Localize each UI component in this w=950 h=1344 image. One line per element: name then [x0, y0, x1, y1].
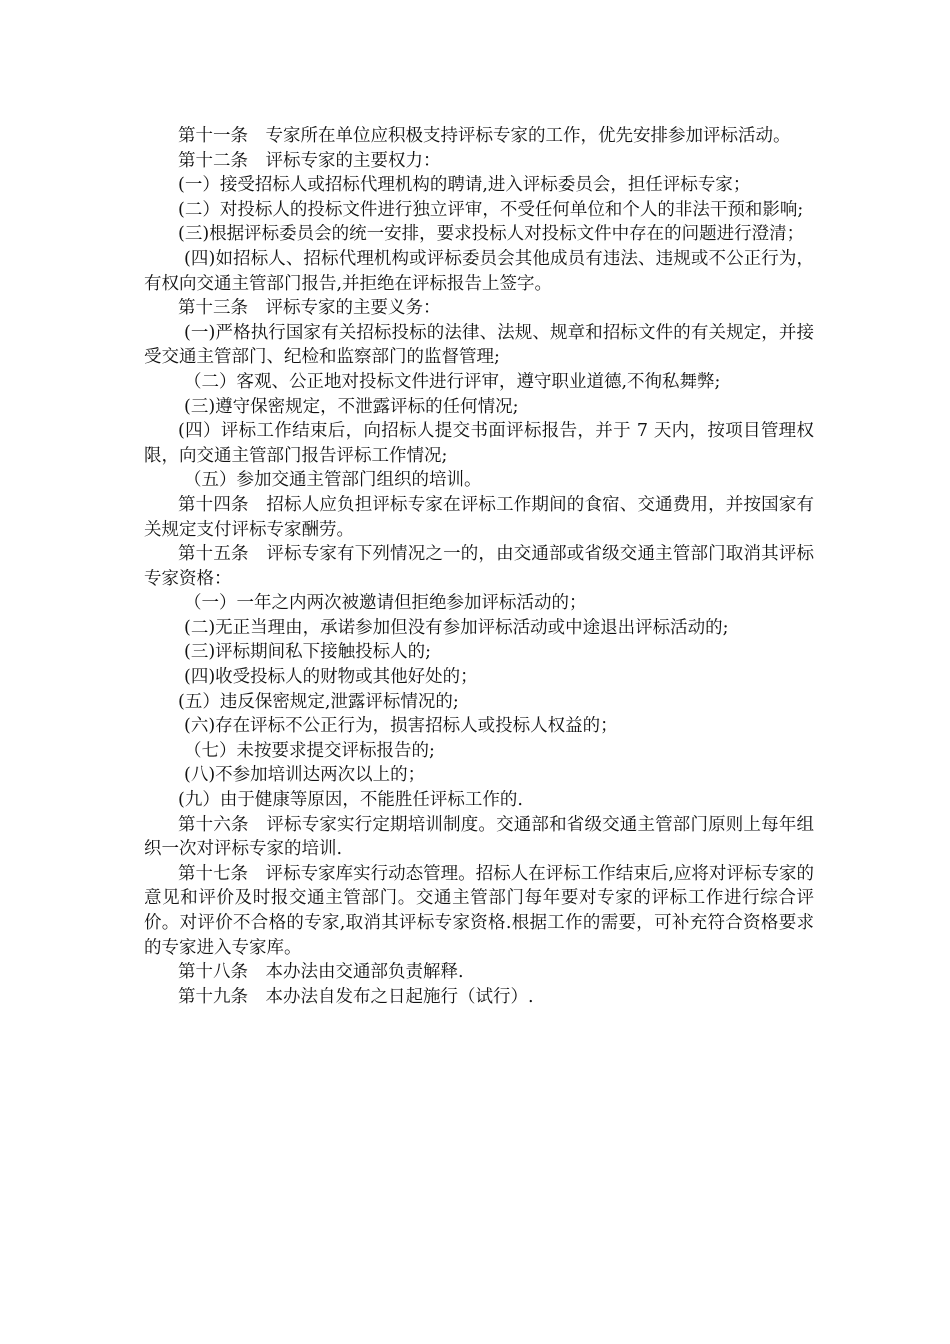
article-13-item-2: （二）客观、公正地对投标文件进行评审，遵守职业道德,不徇私舞弊;: [184, 371, 721, 392]
article-15-item-9: (九）由于健康等原因，不能胜任评标工作的.: [178, 790, 523, 811]
article-13: 第十三条 评标专家的主要义务：: [178, 298, 441, 319]
article-12: 第十二条 评标专家的主要权力：: [178, 150, 441, 171]
article-17: 第十七条 评标专家库实行动态管理。招标人在评标工作结束后,应将对评标专家的意见和评价及时报交通主管部门。交通主管部门每年要对专家的评标工作进行综合评价。对评价不合格的专家,取消其评标专家资格.根据工作的需要，可补充符合资格要求的专家进入专家库。: [144, 863, 814, 958]
article-15-item-2: (二)无正当理由，承诺参加但没有参加评标活动或中途退出评标活动的;: [184, 617, 729, 638]
article-15-item-4: (四)收受投标人的财物或其他好处的；: [184, 667, 478, 688]
article-13-item-4: (四）评标工作结束后，向招标人提交书面评标报告，并于 7 天内，按项目管理权限，向交通主管部门报告评标工作情况;: [144, 421, 814, 466]
article-19: 第十九条 本办法自发布之日起施行（试行）.: [178, 986, 534, 1007]
document-body: [144, 124, 814, 1009]
article-12-item-4: (四)如招标人、招标代理机构或评标委员会其他成员有违法、违规或不公正行为，有权向交通主管部门报告,并拒绝在评标报告上签字。: [144, 248, 814, 294]
article-15: 第十五条 评标专家有下列情况之一的，由交通部或省级交通主管部门取消其评标专家资格：: [144, 544, 814, 589]
article-15-item-3: (三)评标期间私下接触投标人的;: [184, 642, 432, 663]
article-15-item-7: （七）未按要求提交评标报告的;: [184, 740, 435, 761]
article-11: 第十一条 专家所在单位应积极支持评标专家的工作，优先安排参加评标活动。: [178, 126, 791, 146]
article-18: 第十八条 本办法由交通部负责解释.: [178, 962, 464, 983]
article-13-item-1: (一)严格执行国家有关招标投标的法律、法规、规章和招标文件的有关规定，并接受交通主管部门、纪检和监察部门的监督管理;: [144, 322, 814, 368]
article-15-item-1: （一）一年之内两次被邀请但拒绝参加评标活动的；: [184, 593, 587, 614]
article-15-item-6: (六)存在评标不公正行为，损害招标人或投标人权益的；: [184, 716, 618, 737]
article-12-item-1: (一）接受招标人或招标代理机构的聘请,进入评标委员会，担任评标专家；: [178, 175, 751, 196]
article-13-item-3: (三)遵守保密规定，不泄露评标的任何情况;: [184, 396, 519, 417]
article-16: 第十六条 评标专家实行定期培训制度。交通部和省级交通主管部门原则上每年组织一次对评标专家的培训.: [144, 814, 814, 860]
article-12-item-2: (二）对投标人的投标文件进行独立评审，不受任何单位和个人的非法干预和影响;: [178, 199, 804, 220]
article-14: 第十四条 招标人应负担评标专家在评标工作期间的食宿、交通费用，并按国家有关规定支付评标专家酬劳。: [144, 494, 814, 540]
article-12-item-3: (三)根据评标委员会的统一安排，要求投标人对投标文件中存在的问题进行澄清；: [178, 224, 805, 245]
article-13-item-5: （五）参加交通主管部门组织的培训。: [184, 470, 482, 491]
article-15-item-5: (五）违反保密规定,泄露评标情况的;: [178, 691, 459, 712]
article-15-item-8: (八)不参加培训达两次以上的；: [184, 765, 426, 786]
